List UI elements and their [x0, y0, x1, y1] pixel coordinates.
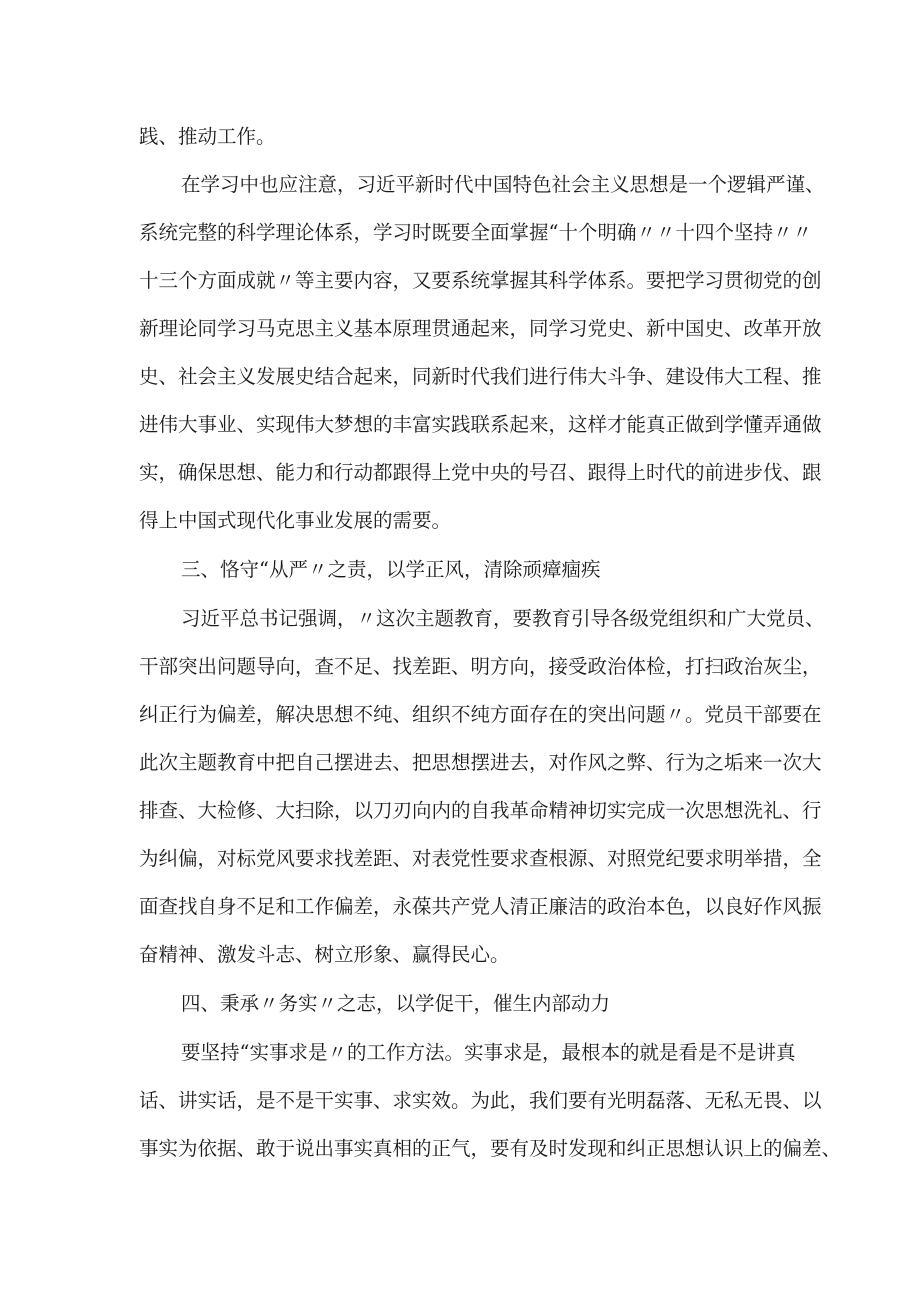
text-line: 十三个方面成就〃等主要内容，又要系统掌握其科学体系。要把学习贯彻党的创 — [139, 269, 822, 292]
text-line: 纠正行为偏差，解决思想不纯、组织不纯方面存在的突出问题〃。党员干部要在 — [139, 703, 822, 726]
text-line: 此次主题教育中把自己摆进去、把思想摆进去，对作风之弊、行为之垢来一次大 — [139, 751, 822, 774]
paragraph-first-line: 要坚持“实事求是〃的工作方法。实事求是，最根本的就是看是不是讲真 — [181, 1041, 796, 1064]
text-line: 事实为依据、敢于说出事实真相的正气，要有及时发现和纠正思想认识上的偏差、 — [139, 1137, 842, 1160]
text-line: 得上中国式现代化事业发展的需要。 — [139, 509, 452, 532]
text-line: 话、讲实话，是不是干实事、求实效。为此，我们要有光明磊落、无私无畏、以 — [139, 1089, 822, 1112]
text-line: 史、社会主义发展史结合起来，同新时代我们进行伟大斗争、建设伟大工程、推 — [139, 365, 822, 388]
paragraph-first-line: 习近平总书记强调，〃这次主题教育，要教育引导各级党组织和广大党员、 — [181, 607, 825, 630]
text-line: 新理论同学习马克思主义基本原理贯通起来，同学习党史、新中国史、改革开放 — [139, 317, 822, 340]
text-line: 排查、大检修、大扫除，以刀刃向内的自我革命精神切实完成一次思想洗礼、行 — [139, 799, 822, 822]
text-line: 奋精神、激发斗志、树立形象、赢得民心。 — [139, 943, 510, 966]
text-line: 践、推动工作。 — [139, 125, 276, 148]
text-line: 干部突出问题导向，查不足、找差距、明方向，接受政治体检，打扫政治灰尘， — [139, 655, 822, 678]
text-line: 系统完整的科学理论体系，学习时既要全面掌握“十个明确〃〃十四个坚持〃〃 — [139, 221, 812, 244]
section-heading: 三、恪守“从严〃之责，以学正风，清除顽瘴痼疾 — [181, 558, 601, 581]
paragraph-first-line: 在学习中也应注意，习近平新时代中国特色社会主义思想是一个逻辑严谨、 — [181, 173, 825, 196]
text-line: 为纠偏，对标党风要求找差距、对表党性要求查根源、对照党纪要求明举措，全 — [139, 847, 822, 870]
section-heading: 四、秉承〃务实〃之志，以学促干，催生内部动力 — [181, 992, 611, 1015]
text-line: 实，确保思想、能力和行动都跟得上党中央的号召、跟得上时代的前进步伐、跟 — [139, 461, 822, 484]
text-line: 进伟大事业、实现伟大梦想的丰富实践联系起来，这样才能真正做到学懂弄通做 — [139, 413, 822, 436]
text-line: 面查找自身不足和工作偏差，永葆共产党人清正廉洁的政治本色，以良好作风振 — [139, 895, 822, 918]
